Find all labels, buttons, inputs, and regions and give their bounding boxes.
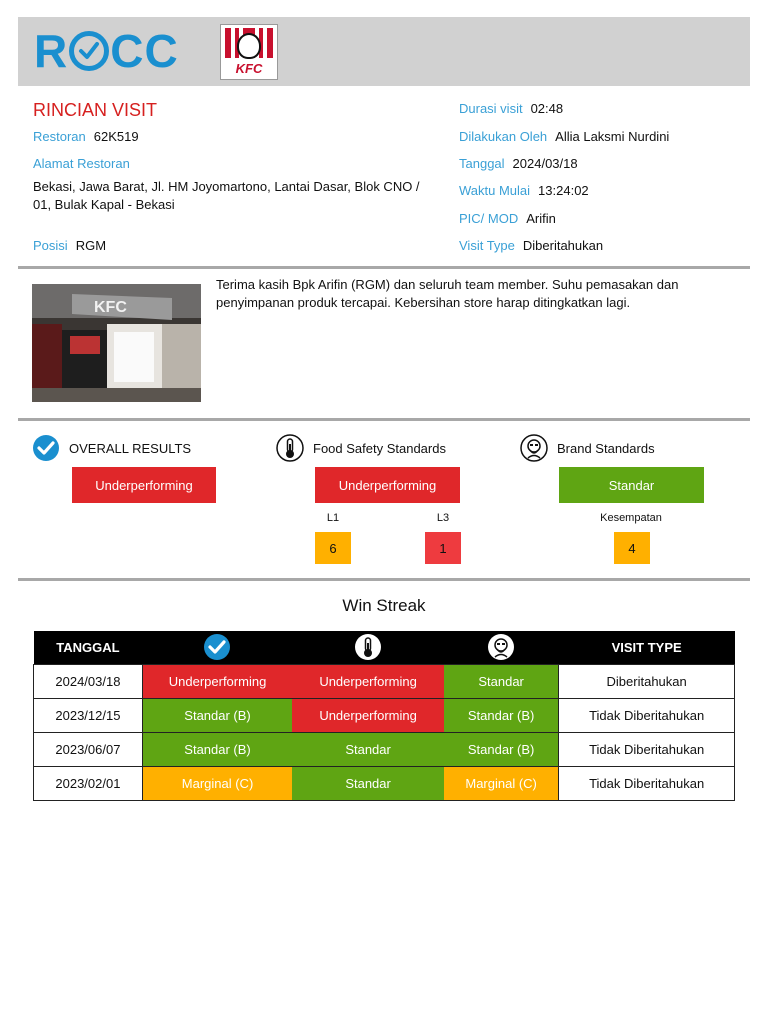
rocc-logo: R CC [34,25,179,77]
table-header-row [34,631,735,664]
kesempatan-count-badge: 4 [614,532,650,564]
cell-overall: Standar (B) [142,698,292,732]
cell-tanggal: 2023/06/07 [34,732,143,766]
cell-overall: Standar (B) [142,732,292,766]
cell-visit-type: Tidak Diberitahukan [559,732,735,766]
win-streak-table [33,631,735,801]
food-safety-heading: Food Safety Standards [276,434,446,462]
col-brand [444,631,559,664]
cell-tanggal: 2023/02/01 [34,766,143,800]
store-photo [32,284,201,402]
brand-standards-heading: Brand Standards [520,434,655,462]
l1-label: L1 [326,512,340,524]
table-row [34,698,735,732]
food-safety-status-pill: Underperforming [315,467,460,503]
cell-tanggal: 2023/12/15 [34,698,143,732]
col-overall [142,631,292,664]
tanggal-row: Tanggal 2024/03/18 [459,156,578,171]
cell-visit-type: Tidak Diberitahukan [559,766,735,800]
header-bar [18,17,750,86]
cell-tanggal: 2024/03/18 [34,664,143,698]
win-streak-title: Win Streak [342,596,426,615]
l3-label: L3 [436,512,450,524]
col-visit-type: VISIT TYPE [559,631,735,664]
cell-food-safety: Standar [292,766,444,800]
divider [18,578,750,581]
restoran-row: Restoran 62K519 [33,129,139,144]
cell-visit-type: Tidak Diberitahukan [559,698,735,732]
cell-overall: Underperforming [142,664,292,698]
check-badge-icon [32,434,60,462]
col-food-safety [292,631,444,664]
kfc-logo: KFC [220,24,278,80]
cell-food-safety: Standar [292,732,444,766]
visit-details [18,90,750,266]
alamat-value: Bekasi, Jawa Barat, Jl. HM Joyomartono, Lantai Dasar, Blok CNO / 01, Bulak Kapal - Bekasi [33,179,420,212]
cell-brand: Standar [444,664,559,698]
dilakukan-row: Dilakukan Oleh Allia Laksmi Nurdini [459,129,670,144]
overall-status-pill: Underperforming [72,467,216,503]
l3-count-badge: 1 [425,532,461,564]
cell-food-safety: Underperforming [292,698,444,732]
pic-row: PIC/ MOD Arifin [459,211,556,226]
brand-status-pill: Standar [559,467,704,503]
overall-results-heading: OVERALL RESULTS [32,434,191,462]
table-row [34,732,735,766]
table-row [34,664,735,698]
thermometer-icon [354,633,382,661]
cell-food-safety: Underperforming [292,664,444,698]
l1-count-badge: 6 [315,532,351,564]
divider [18,418,750,421]
visit-title: RINCIAN VISIT [33,100,158,120]
visit-comment: Terima kasih Bpk Arifin (RGM) dan seluruh team member. Suhu pemasakan dan penyimpanan produk tercapai. Kebersihan store harap ditingkatkan lagi. [216,277,679,310]
check-badge-icon [203,633,231,661]
cell-brand: Standar (B) [444,698,559,732]
colonel-icon [520,434,548,462]
thermometer-icon [276,434,304,462]
col-tanggal: TANGGAL [34,631,143,664]
check-o-icon [69,31,109,71]
waktu-row: Waktu Mulai 13:24:02 [459,183,589,198]
cell-visit-type: Diberitahukan [559,664,735,698]
cell-overall: Marginal (C) [142,766,292,800]
durasi-row: Durasi visit 02:48 [459,101,564,116]
visit-type-row: Visit Type Diberitahukan [459,238,604,253]
alamat-row: Alamat Restoran [33,156,130,171]
svg-text:KFC: KFC [94,299,127,316]
cell-brand: Marginal (C) [444,766,559,800]
table-row [34,766,735,800]
divider [18,266,750,269]
posisi-row: Posisi RGM [33,238,107,253]
kesempatan-label: Kesempatan [600,512,662,524]
cell-brand: Standar (B) [444,732,559,766]
colonel-icon [487,633,515,661]
